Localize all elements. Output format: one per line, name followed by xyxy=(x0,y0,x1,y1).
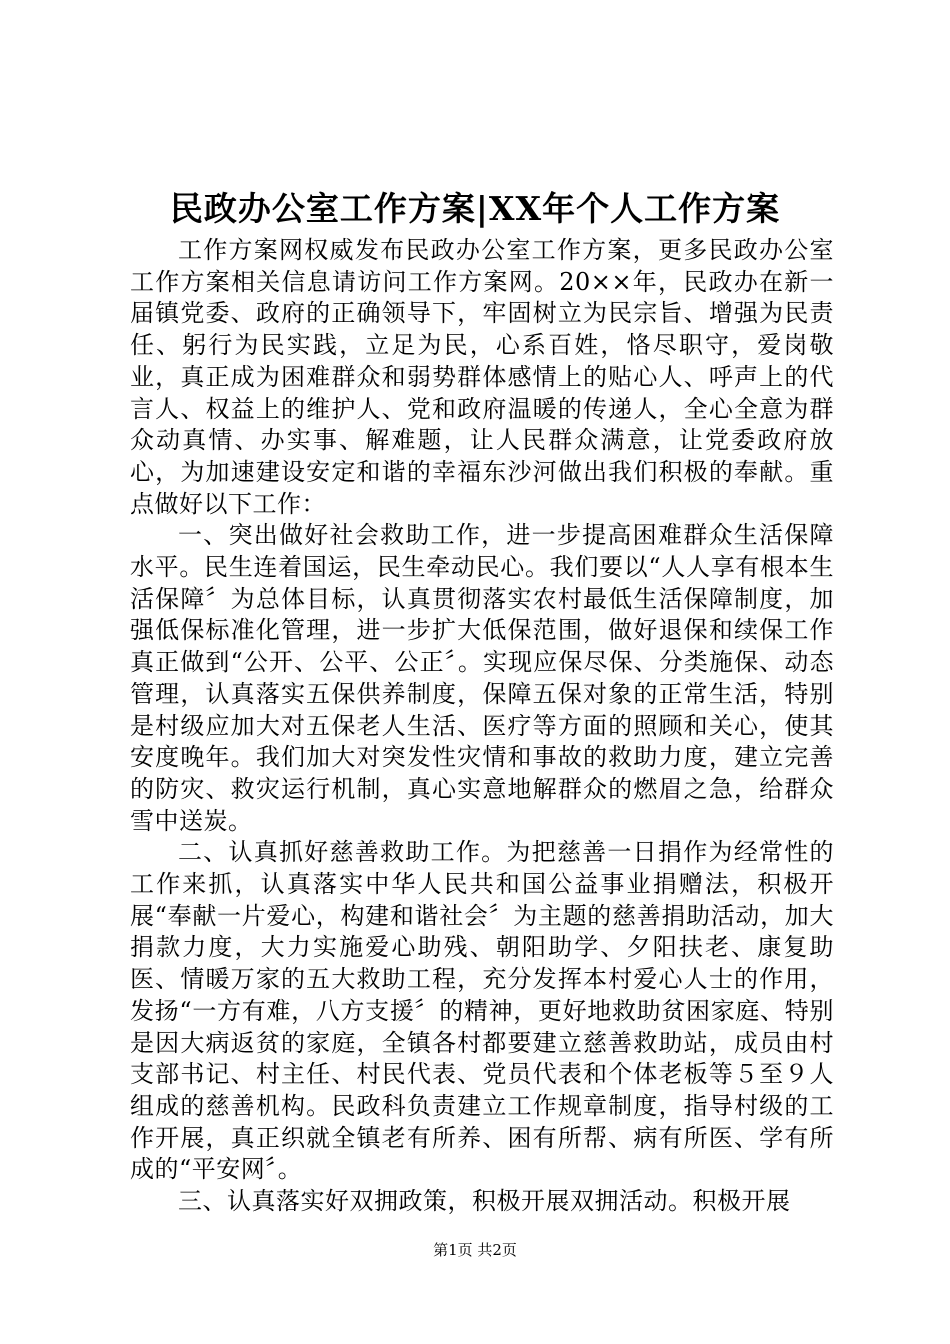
paragraph-section-2: 二、认真抓好慈善救助工作。为把慈善一日捐作为经常性的工作来抓，认真落实中华人民共和国公益事业捐赠法，积极开展“奉献一片爱心，构建和谐社会〞为主题的慈善捐助活动，加大捐款力度，大力实施爱心助残、朝阳助学、夕阳扶老、康复助医、情暖万家的五大救助工程，充分发挥本村爱心人士的作用，发扬“一方有难，八方支援〞的精神，更好地救助贫困家庭、特别是因大病返贫的家庭，全镇各村都要建立慈善救助站，成员由村支部书记、村主任、村民代表、党员代表和个体老板等５至９人组成的慈善机构。民政科负责建立工作规章制度，指导村级的工作开展，真正织就全镇老有所养、困有所帮、病有所医、学有所成的“平安网〞。 xyxy=(130,838,834,1184)
paragraph-section-3: 三、认真落实好双拥政策，积极开展双拥活动。积极开展 xyxy=(178,1187,791,1216)
page-number-footer: 第1页 共2页 xyxy=(433,1241,517,1259)
document-body xyxy=(130,235,834,1218)
document-title: 民政办公室工作方案|XX年个人工作方案 xyxy=(169,189,781,228)
paragraph-intro: 工作方案网权威发布民政办公室工作方案，更多民政办公室工作方案相关信息请访问工作方案网。20××年，民政办在新一届镇党委、政府的正确领导下，牢固树立为民宗旨、增强为民责任、躬行为民实践，立足为民，心系百姓，恪尽职守，爱岗敬业，真正成为困难群众和弱势群体感情上的贴心人、呼声上的代言人、权益上的维护人、党和政府温暖的传递人，全心全意为群众动真情、办实事、解难题，让人民群众满意，让党委政府放心，为加速建设安定和谐的幸福东沙河做出我们积极的奉献。重点做好以下工作： xyxy=(130,236,834,518)
paragraph-section-1: 一、突出做好社会救助工作，进一步提高困难群众生活保障水平。民生连着国运，民生牵动民心。我们要以“人人享有根本生活保障〞为总体目标，认真贯彻落实农村最低生活保障制度，加强低保标准化管理，进一步扩大低保范围，做好退保和续保工作真正做到“公开、公平、公正〞。实现应保尽保、分类施保、动态管理，认真落实五保供养制度，保障五保对象的正常生活，特别是村级应加大对五保老人生活、医疗等方面的照顾和关心，使其安度晚年。我们加大对突发性灾情和事故的救助力度，建立完善的防灾、救灾运行机制，真心实意地解群众的燃眉之急，给群众雪中送炭。 xyxy=(130,521,834,835)
